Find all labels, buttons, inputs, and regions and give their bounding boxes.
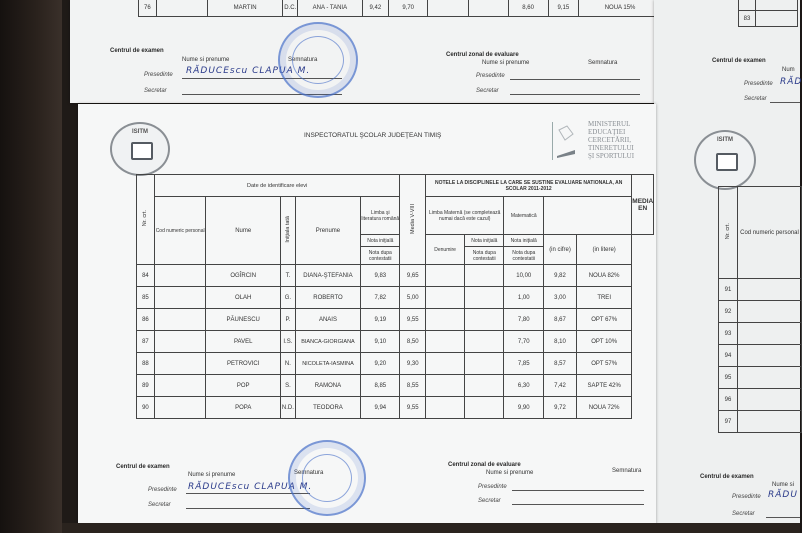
prenume-cell: NICOLETA-IASMINA (295, 353, 360, 375)
secretary-label: Secretar (732, 511, 755, 517)
matematica-grade-cell: 7,80 (504, 309, 544, 331)
zone-center-label: Centrul zonal de evaluare (446, 52, 519, 58)
row-number: 97 (719, 411, 738, 433)
signature-line (766, 517, 800, 518)
matematica-grade-cell: 6,30 (504, 375, 544, 397)
signature-label: Semnatura (588, 60, 618, 66)
row-number: 86 (137, 309, 155, 331)
handwritten-name: RĂDUCEscu CLAPUA M. (186, 66, 311, 76)
romana-grade-cell: 8,50 (400, 331, 426, 353)
media-litere-cell: NOUA 82% (577, 265, 632, 287)
row-number: 96 (719, 389, 738, 411)
signature-line (510, 79, 640, 80)
signature-line (770, 102, 800, 103)
initiala-header: Iniţiala tată (284, 216, 291, 243)
nr-crt-header: Nr. crt. (142, 210, 149, 227)
materna-grade-cell (465, 353, 504, 375)
table-row (137, 309, 654, 331)
name-label: Nume si prenume (482, 60, 530, 66)
media-cell: 9,20 (361, 353, 400, 375)
main-document-sheet (78, 104, 656, 528)
president-label: Presedinte (732, 494, 761, 500)
nume-cell: OGÎRCIN (206, 265, 281, 287)
row-number: 94 (719, 345, 738, 367)
table-row (137, 353, 654, 375)
in-cifre-header: (in cifre) (544, 235, 577, 265)
row-number: 93 (719, 323, 738, 345)
initiala-cell: I.S. (281, 331, 296, 353)
book-icon (716, 153, 738, 171)
in-litere-header: (in litere) (577, 235, 632, 265)
initial: D.C. (283, 0, 298, 17)
signature-line (512, 504, 644, 505)
media-cifre-cell: 8,67 (544, 309, 577, 331)
media-cell: 9,94 (361, 397, 400, 419)
handwritten-name: RĂDUCEscu CLAPUA M. (188, 482, 313, 492)
initiala-cell: T. (281, 265, 296, 287)
media-cell: 7,82 (361, 287, 400, 309)
nume-cell: OLAH (206, 287, 281, 309)
president-label: Presedinte (144, 72, 173, 78)
nota-dupa-header: Nota dupa contestatii (361, 247, 400, 265)
grade: 9,42 (362, 0, 389, 17)
row-number: 92 (719, 301, 738, 323)
prenume-cell: DIANA-ŞTEFANIA (295, 265, 360, 287)
table-row (137, 375, 654, 397)
signature-line (510, 94, 640, 95)
denumire-cell (426, 309, 465, 331)
cnp-cell (154, 375, 206, 397)
romana-grade-cell: 5,00 (400, 287, 426, 309)
prenume-cell: BIANCA-GIORGIANA (295, 331, 360, 353)
media-cell: 9,19 (361, 309, 400, 331)
signature-label: Semnatura (294, 470, 324, 476)
media-litere-cell: OPT 57% (577, 353, 632, 375)
handwritten-name: RĂD (780, 77, 802, 87)
ministry-emblem-icon (552, 122, 581, 160)
prenume-cell: TEODORA (295, 397, 360, 419)
president-label: Presedinte (478, 484, 507, 490)
limba-materna-header: Limba Maternă (se completează numai dacă este cazul) (426, 197, 504, 235)
signature-line (512, 490, 644, 491)
isitm-logo (110, 122, 170, 176)
cnp-cell (154, 287, 206, 309)
nume-cell: POP (206, 375, 281, 397)
row-number: 83 (739, 11, 756, 27)
nota-initiala-header: Nota iniţială (361, 235, 400, 247)
cnp-cell (154, 353, 206, 375)
media-cifre-cell: 8,57 (544, 353, 577, 375)
materna-grade-cell (465, 331, 504, 353)
denumire-cell (426, 331, 465, 353)
photo-frame-edge (62, 523, 800, 533)
partial-grade: 8,60 (508, 0, 548, 17)
secretary-label: Secretar (476, 88, 499, 94)
exam-center-label: Centrul de examen (712, 58, 766, 64)
initiala-cell: N. (281, 353, 296, 375)
nume-cell: PETROVICI (206, 353, 281, 375)
denumire-cell (426, 353, 465, 375)
top-table (138, 0, 662, 17)
romana-grade-cell: 9,55 (400, 397, 426, 419)
media-cell: 9,10 (361, 331, 400, 353)
row-number: 87 (137, 331, 155, 353)
partial-words: NOUA 15% (579, 0, 662, 17)
partial-grade: 9,15 (548, 0, 578, 17)
row-number: 88 (137, 353, 155, 375)
nume-header: Nume (206, 197, 281, 265)
logo-text: ISITM (132, 129, 148, 135)
top-document-sheet (70, 0, 690, 103)
limba-romana-header: Limba şi literatura română (361, 197, 400, 235)
ministry-name: MINISTERUL EDUCAŢIEI CERCETĂRII, TINERETULUI ŞI SPORTULUI (588, 120, 635, 160)
nume-cell: PAVEL (206, 331, 281, 353)
nr-crt-header: Nr. crt. (725, 223, 731, 240)
right-grades-table (718, 186, 802, 433)
secretary-label: Secretar (144, 88, 167, 94)
table-row (137, 287, 654, 309)
cnp-cell (154, 265, 206, 287)
name-label: Nume si prenume (486, 470, 534, 476)
media-litere-cell: TREI (577, 287, 632, 309)
prenume-cell: ROBERTO (295, 287, 360, 309)
book-icon (131, 142, 153, 160)
row-number: 76 (139, 0, 157, 17)
media-cifre-cell: 7,42 (544, 375, 577, 397)
materna-grade-cell (465, 287, 504, 309)
name-label: Nume si prenume (182, 57, 230, 63)
materna-grade-cell (465, 397, 504, 419)
secretary-label: Secretar (744, 96, 767, 102)
row-number: 90 (137, 397, 155, 419)
denumire-cell (426, 375, 465, 397)
nota-dupa-header: Nota dupa contestatii (465, 247, 504, 265)
grades-table (136, 174, 654, 419)
media-litere-cell: OPT 67% (577, 309, 632, 331)
official-stamp (288, 440, 366, 516)
media-litere-cell: SAPTE 42% (577, 375, 632, 397)
media-cifre-cell: 3,00 (544, 287, 577, 309)
zone-center-label: Centrul zonal de evaluare (448, 462, 521, 468)
initiala-cell: N.D. (281, 397, 296, 419)
initiala-cell: P. (281, 309, 296, 331)
right-document-sheet (654, 0, 800, 533)
media-cifre-cell: 9,82 (544, 265, 577, 287)
prenume-header: Prenume (295, 197, 360, 265)
prenume-cell: RAMONA (295, 375, 360, 397)
signature-label: Semnatura (612, 468, 642, 474)
initiala-cell: S. (281, 375, 296, 397)
media-cifre-cell: 8,10 (544, 331, 577, 353)
table-row (137, 265, 654, 287)
romana-grade-cell: 9,55 (400, 309, 426, 331)
matematica-header: Matematică (504, 197, 544, 235)
handwritten-name: RĂDU (768, 490, 798, 500)
romana-grade-cell: 9,30 (400, 353, 426, 375)
row-number: 89 (137, 375, 155, 397)
matematica-grade-cell: 10,00 (504, 265, 544, 287)
signature-label: Semnatura (288, 57, 318, 63)
denumire-cell (426, 397, 465, 419)
grades-title-header: NOTELE LA DISCIPLINELE LA CARE SE SUSTINE EVALUARE NATIONALA, AN SCOLAR 2011-2012 (426, 175, 632, 197)
identification-header: Date de identificare elevi (154, 175, 400, 197)
romana-grade-cell: 9,65 (400, 265, 426, 287)
romana-grade-cell: 8,55 (400, 375, 426, 397)
org-title: INSPECTORATUL ŞCOLAR JUDEŢEAN TIMIŞ (304, 132, 442, 139)
denumire-cell (426, 287, 465, 309)
president-label: Presedinte (148, 487, 177, 493)
exam-center-label: Centrul de examen (116, 464, 170, 470)
nota-initiala-header: Nota iniţială (465, 235, 504, 247)
isitm-logo (694, 130, 756, 190)
media-header: Media V-VIII (409, 203, 416, 234)
media-cell: 8,85 (361, 375, 400, 397)
right-top-table (738, 0, 798, 27)
table-row (137, 331, 654, 353)
media-cifre-cell: 9,72 (544, 397, 577, 419)
materna-grade-cell (465, 375, 504, 397)
prenume-cell: ANAIS (295, 309, 360, 331)
president-label: Presedinte (744, 81, 773, 87)
matematica-grade-cell: 7,70 (504, 331, 544, 353)
materna-grade-cell (465, 265, 504, 287)
media-cell: 9,83 (361, 265, 400, 287)
logo-text: ISITM (717, 137, 733, 143)
nota-initiala-header: Nota iniţială (504, 235, 544, 247)
denumire-header: Denumire (426, 235, 465, 265)
partial-grade: 9,70 (389, 0, 428, 17)
nume-cell: POPA (206, 397, 281, 419)
initiala-cell: G. (281, 287, 296, 309)
denumire-cell (426, 265, 465, 287)
media-litere-cell: NOUA 72% (577, 397, 632, 419)
media-litere-cell: OPT 10% (577, 331, 632, 353)
cnp-header: Cod numeric personal (738, 187, 802, 279)
nume-cell: PĂUNESCU (206, 309, 281, 331)
photo-frame-edge (0, 0, 62, 533)
cnp-cell (154, 309, 206, 331)
table-row (137, 397, 654, 419)
cnp-header: Cod numeric personal (154, 197, 206, 265)
row-number: 85 (137, 287, 155, 309)
matematica-grade-cell: 9,90 (504, 397, 544, 419)
secretary-label: Secretar (478, 498, 501, 504)
name-label: Num (782, 67, 795, 73)
name-label: Nume si (772, 482, 795, 488)
nota-dupa-header: Nota dupa contestatii (504, 247, 544, 265)
signature-line (186, 508, 310, 509)
row-number: 91 (719, 279, 738, 301)
media-en-header: MEDIA EN (632, 175, 654, 235)
student-name: MARTIN (207, 0, 282, 17)
official-stamp (278, 22, 358, 98)
president-label: Presedinte (476, 73, 505, 79)
row-number: 95 (719, 367, 738, 389)
matematica-grade-cell: 1,00 (504, 287, 544, 309)
first-name: ANA - TANIA (298, 0, 362, 17)
exam-center-label: Centrul de examen (700, 474, 754, 480)
secretary-label: Secretar (148, 502, 171, 508)
matematica-grade-cell: 7,85 (504, 353, 544, 375)
cnp-cell (154, 331, 206, 353)
exam-center-label: Centrul de examen (110, 48, 164, 54)
name-label: Nume si prenume (188, 472, 236, 478)
row-number: 84 (137, 265, 155, 287)
cnp-cell (154, 397, 206, 419)
materna-grade-cell (465, 309, 504, 331)
